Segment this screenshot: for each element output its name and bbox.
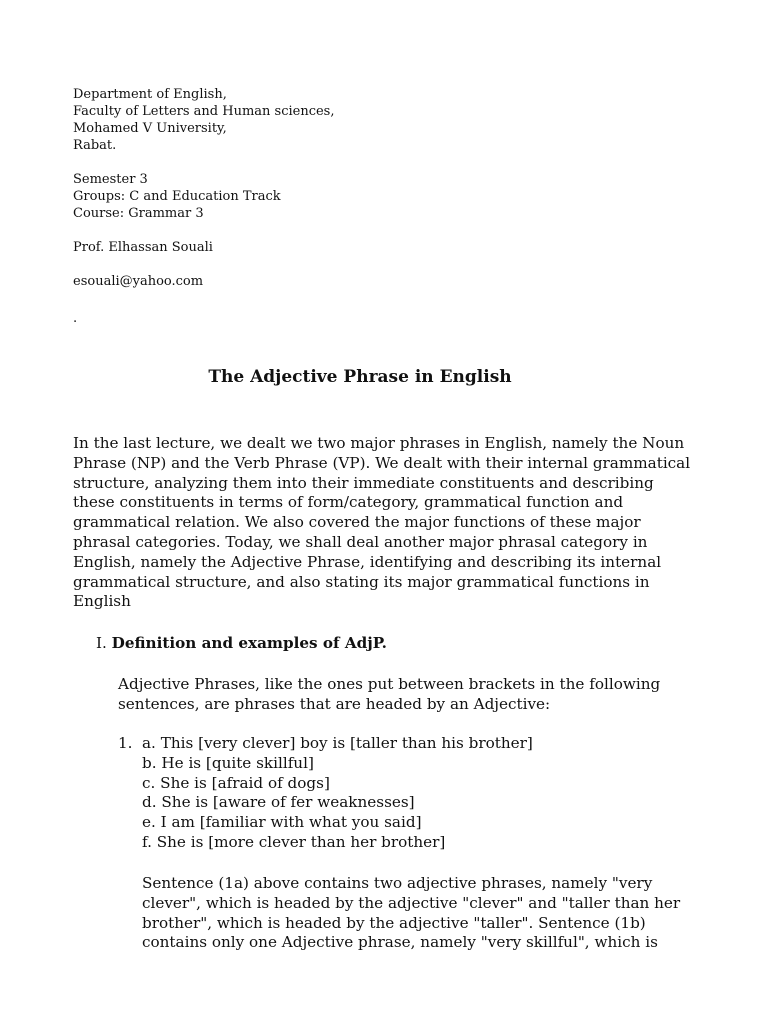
intro-paragraph: In the last lecture, we dealt we two major phrases in English, namely the Noun Phrase (NP) and the Verb Phrase (VP). We dealt with their internal grammatical structure, analyzing them into their immediate constituents and describing these constituents in terms of form/category, grammatical function and grammatical relation. We also covered the major functions of these major phrasal categories. Today, we shall deal another major phrasal category in English, namely the Adjective Phrase, identifying and describing its internal grammatical structure, and also stating its major grammatical functions in English <box>73 434 691 611</box>
course-info-line: Groups: C and Education Track <box>73 189 281 204</box>
example-item: b. He is [quite skillful] <box>142 753 314 772</box>
affiliation-line: Rabat. <box>73 138 117 153</box>
document-title: The Adjective Phrase in English <box>208 367 512 387</box>
example-item: d. She is [aware of fer weaknesses] <box>142 793 415 812</box>
email-address: esouali@yahoo.com <box>73 274 204 289</box>
example-item: c. She is [afraid of dogs] <box>142 773 330 792</box>
spacer <box>73 222 334 239</box>
affiliation-line: Faculty of Letters and Human sciences, <box>73 104 335 119</box>
spacer <box>73 256 334 273</box>
spacer <box>73 154 334 171</box>
section-title: Definition and examples of AdjP. <box>111 634 387 652</box>
affiliation-line: Department of English, <box>73 87 227 102</box>
example-item: e. I am [familiar with what you said] <box>142 813 422 832</box>
adjective-phrase-intro: Adjective Phrases, like the ones put between brackets in the following sentences, are phrases that are headed by an Adjective: <box>118 675 661 713</box>
professor-name: Prof. Elhassan Souali <box>73 240 213 255</box>
section-heading <box>96 634 387 652</box>
course-info-line: Course: Grammar 3 <box>73 206 204 221</box>
example-item: a. This [very clever] boy is [taller than his brother] <box>142 734 533 752</box>
course-info-line: Semester 3 <box>73 172 148 187</box>
stray-dot: . <box>73 311 78 326</box>
example-number: 1. <box>118 734 133 752</box>
affiliation-line: Mohamed V University, <box>73 121 227 136</box>
section-number: I. <box>96 634 107 652</box>
explanation-paragraph: Sentence (1a) above contains two adjective phrases, namely "very clever", which is headed by the adjective "clever" and "taller than her brother", which is headed by the adjective "taller". Sentence (1b) contains only one Adjective phrase, namely "very skillful", which is <box>142 874 681 952</box>
document-header <box>73 86 334 290</box>
example-item: f. She is [more clever than her brother] <box>142 832 446 851</box>
example-items <box>142 734 533 853</box>
